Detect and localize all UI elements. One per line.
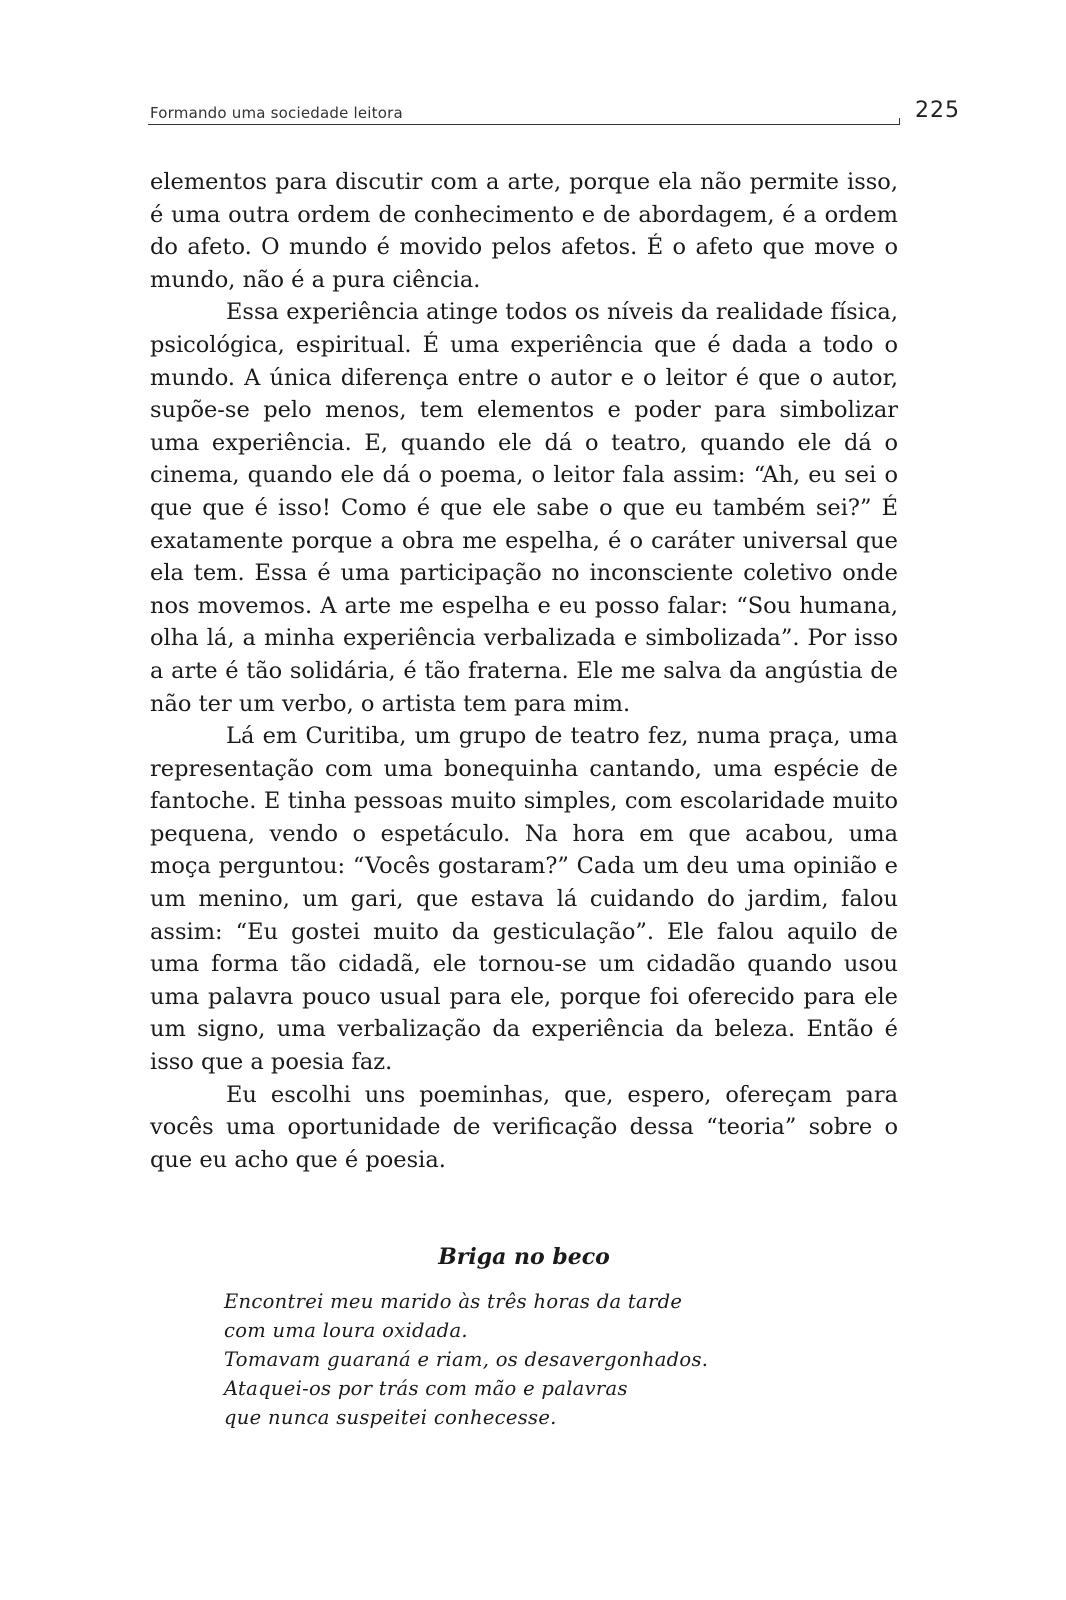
running-title: Formando uma sociedade leitora: [150, 104, 403, 122]
poem-line-3: Tomavam guaraná e riam, os desavergonhados.: [224, 1348, 709, 1371]
paragraph-1: elementos para discutir com a arte, porque ela não permite isso, é uma outra ordem de conhecimento e de abordagem, é a ordem do afeto. O mundo é movido pelos afetos. É o afeto que move o mundo, não é a pura ciência.: [150, 169, 898, 293]
poem-line-1: Encontrei meu marido às três horas da tarde: [224, 1290, 683, 1313]
page-number: 225: [915, 98, 960, 123]
poem-line-5: que nunca suspeitei conhecesse.: [224, 1406, 557, 1429]
paragraph-3: Lá em Curitiba, um grupo de teatro fez, numa praça, uma representação com uma bonequinha cantando, uma espécie de fantoche. E tinha pessoas muito simples, com escolaridade muito pequena, vendo o espetáculo. Na hora em que acabou, uma moça perguntou: “Vocês gostaram?” Cada um deu uma opinião e um menino, um gari, que estava lá cuidando do jardim, falou assim: “Eu gostei muito da gesticulação”. Ele falou aquilo de uma forma tão cidadã, ele tornou-se um cidadão quando usou uma palavra pouco usual para ele, porque foi oferecido para ele um signo, uma verbalização da experiência da beleza. Então é isso que a poesia faz.: [150, 723, 898, 1076]
paragraph-4: Eu escolhi uns poeminhas, que, espero, ofereçam para vocês uma oportunidade de verificação dessa “teoria” sobre o que eu acho que é poesia.: [150, 1081, 898, 1173]
poem-line-2: com uma loura oxidada.: [224, 1319, 468, 1342]
header-rule-tick: [899, 118, 900, 125]
poem-line-4: Ataquei-os por trás com mão e palavras: [224, 1377, 628, 1400]
poem-title: Briga no beco: [438, 1244, 610, 1270]
running-head: [148, 100, 960, 128]
body-text: [150, 166, 898, 1176]
poem-stanza: [224, 1287, 864, 1432]
header-rule: [148, 124, 900, 125]
paragraph-2: Essa experiência atinge todos os níveis da realidade física, psicológica, espiritual. É uma experiência que é dada a todo o mundo. A única diferença entre o autor e o leitor é que o autor, supõe-se pelo menos, tem elementos e poder para simbolizar uma experiência. E, quando ele dá o teatro, quando ele dá o cinema, quando ele dá o poema, o leitor fala assim: “Ah, eu sei o que que é isso! Como é que ele sabe o que eu também sei?” É exatamente porque a obra me espelha, é o caráter universal que ela tem. Essa é uma participação no inconsciente coletivo onde nos movemos. A arte me espelha e eu posso falar: “Sou humana, olha lá, a minha experiência verbalizada e simbolizada”. Por isso a arte é tão solidária, é tão fraterna. Ele me salva da angústia de não ter um verbo, o artista tem para mim.: [150, 299, 898, 717]
